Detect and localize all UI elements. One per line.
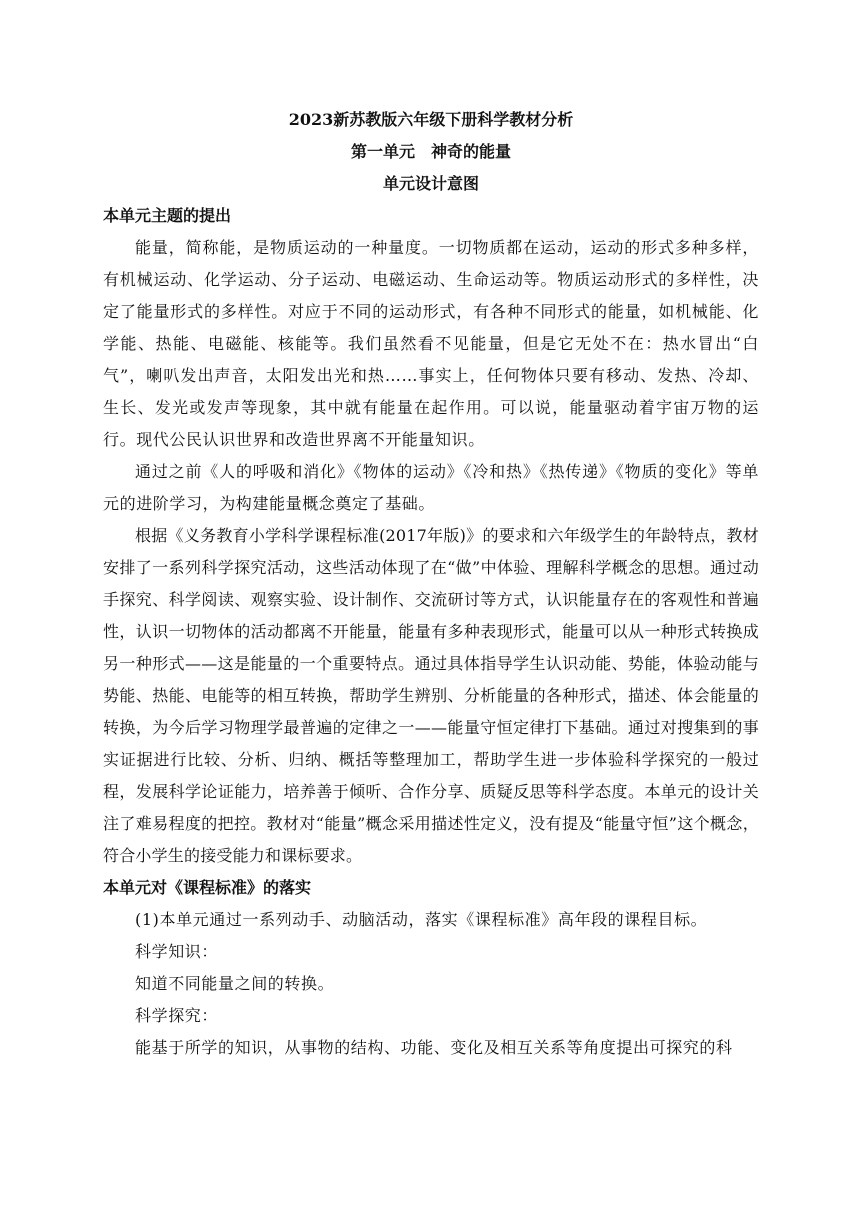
heading-unit-theme: 本单元主题的提出 [103,206,232,225]
paragraph-prior-units: 通过之前《人的呼吸和消化》《物体的运动》《冷和热》《热传递》《物质的变化》等单元的进阶学习，为构建能量概念奠定了基础。 [103,462,759,513]
unit-title: 第一单元 神奇的能量 [350,142,511,161]
heading-curriculum-standards: 本单元对《课程标准》的落实 [103,878,312,897]
document-title: 2023新苏教版六年级下册科学教材分析 [288,110,574,129]
paragraph-science-inquiry-label: 科学探究： [135,1006,219,1025]
paragraph-energy-intro: 能量，简称能，是物质运动的一种量度。一切物质都在运动，运动的形式多种多样，有机械运动、化学运动、分子运动、电磁运动、生命运动等。物质运动形式的多样性，决定了能量形式的多样性。对应于不同的运动形式，有各种不同形式的能量，如机械能、化学能、热能、电磁能、核能等。我们虽然看不见能量，但是它无处不在：热水冒出“白气”，喇叭发出声音，太阳发出光和热……事实上，任何物体只要有移动、发热、冷却、生长、发光或发声等现象，其中就有能量在起作用。可以说，能量驱动着宇宙万物的运行。现代公民认识世界和改造世界离不开能量知识。 [103,238,759,449]
paragraph-standards-item-1: (1)本单元通过一系列动手、动脑活动，落实《课程标准》高年段的课程目标。 [135,910,708,929]
section-title: 单元设计意图 [382,174,479,193]
document-page [103,104,759,1064]
paragraph-science-inquiry: 能基于所学的知识，从事物的结构、功能、变化及相互关系等角度提出可探究的科 [135,1038,733,1057]
paragraph-science-knowledge: 知道不同能量之间的转换。 [135,974,335,993]
paragraph-curriculum-activities: 根据《义务教育小学科学课程标准(2017年版)》的要求和六年级学生的年龄特点，教材安排了一系列科学探究活动，这些活动体现了在“做”中体验、理解科学概念的思想。通过动手探究、科学阅读、观察实验、设计制作、交流研讨等方式，认识能量存在的客观性和普遍性，认识一切物体的活动都离不开能量，能量有多种表现形式，能量可以从一种形式转换成另一种形式——这是能量的一个重要特点。通过具体指导学生认识动能、势能，体验动能与势能、热能、电能等的相互转换，帮助学生辨别、分析能量的各种形式，描述、体会能量的转换，为今后学习物理学最普遍的定律之一——能量守恒定律打下基础。通过对搜集到的事实证据进行比较、分析、归纳、概括等整理加工，帮助学生进一步体验科学探究的一般过程，发展科学论证能力，培养善于倾听、合作分享、质疑反思等科学态度。本单元的设计关注了难易程度的把控。教材对“能量”概念采用描述性定义，没有提及“能量守恒”这个概念，符合小学生的接受能力和课标要求。 [103,526,759,865]
paragraph-science-knowledge-label: 科学知识： [135,942,219,961]
